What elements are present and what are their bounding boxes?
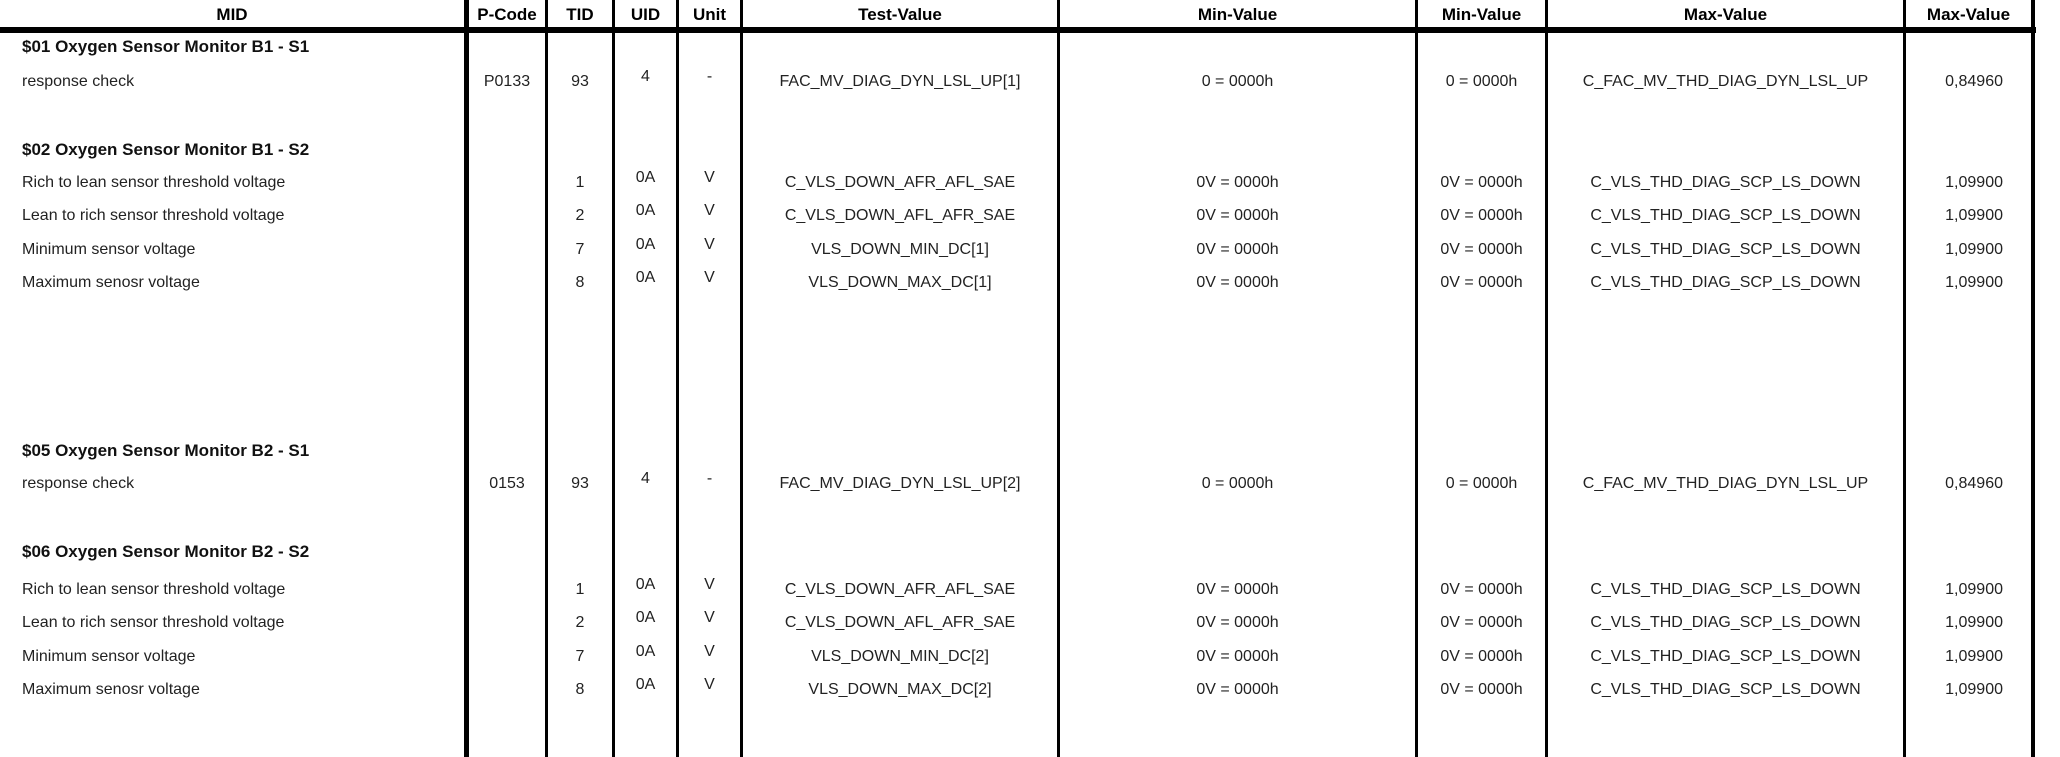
cell-uid: 0A [635, 269, 656, 286]
cell-min1: 0V = 0000h [1196, 241, 1279, 258]
cell-uid: 0A [635, 676, 656, 693]
column-header-6: Min-Value [1197, 5, 1278, 24]
cell-uid: 0A [635, 169, 656, 186]
column-separator [1545, 0, 1548, 757]
cell-min2: 0V = 0000h [1440, 681, 1523, 698]
column-header-2: TID [566, 5, 594, 24]
cell-pcode: P0133 [483, 73, 531, 90]
cell-max2: 1,09900 [1945, 648, 2003, 665]
cell-min1: 0 = 0000h [1201, 475, 1274, 492]
column-header-7: Min-Value [1441, 5, 1522, 24]
cell-max1: C_VLS_THD_DIAG_SCP_LS_DOWN [1590, 174, 1861, 191]
cell-mid: Maximum senosr voltage [22, 681, 200, 698]
cell-max2: 0,84960 [1945, 475, 2003, 492]
cell-uid: 0A [635, 202, 656, 219]
cell-unit: V [704, 643, 715, 660]
cell-test: C_VLS_DOWN_AFL_AFR_SAE [784, 207, 1016, 224]
cell-unit: V [704, 236, 715, 253]
cell-test: VLS_DOWN_MAX_DC[2] [808, 681, 992, 698]
column-separator [1415, 0, 1418, 757]
cell-mid: Lean to rich sensor threshold voltage [22, 207, 285, 224]
cell-max2: 1,09900 [1945, 274, 2003, 291]
cell-max1: C_VLS_THD_DIAG_SCP_LS_DOWN [1590, 274, 1861, 291]
cell-unit: - [706, 470, 713, 487]
column-header-8: Max-Value [1683, 5, 1768, 24]
cell-min1: 0V = 0000h [1196, 648, 1279, 665]
cell-max2: 1,09900 [1945, 174, 2003, 191]
cell-mid: Lean to rich sensor threshold voltage [22, 614, 285, 631]
section-title: $05 Oxygen Sensor Monitor B2 - S1 [22, 441, 310, 460]
cell-min1: 0 = 0000h [1201, 73, 1274, 90]
cell-tid: 1 [575, 174, 585, 191]
cell-max2: 1,09900 [1945, 207, 2003, 224]
cell-uid: 0A [635, 576, 656, 593]
column-header-9: Max-Value [1926, 5, 2011, 24]
column-separator [1903, 0, 1906, 757]
cell-test: VLS_DOWN_MIN_DC[1] [811, 241, 989, 258]
cell-min2: 0V = 0000h [1440, 648, 1523, 665]
cell-max2: 0,84960 [1945, 73, 2003, 90]
cell-max2: 1,09900 [1945, 581, 2003, 598]
column-separator [545, 0, 548, 757]
section-title: $02 Oxygen Sensor Monitor B1 - S2 [22, 140, 310, 159]
cell-max1: C_FAC_MV_THD_DIAG_DYN_LSL_UP [1582, 475, 1869, 492]
cell-min1: 0V = 0000h [1196, 274, 1279, 291]
cell-min2: 0V = 0000h [1440, 614, 1523, 631]
cell-min1: 0V = 0000h [1196, 581, 1279, 598]
cell-min2: 0 = 0000h [1445, 475, 1518, 492]
cell-test: C_VLS_DOWN_AFL_AFR_SAE [784, 614, 1016, 631]
cell-max1: C_VLS_THD_DIAG_SCP_LS_DOWN [1590, 241, 1861, 258]
cell-test: FAC_MV_DIAG_DYN_LSL_UP[1] [779, 73, 1021, 90]
cell-unit: V [704, 202, 715, 219]
cell-min2: 0V = 0000h [1440, 207, 1523, 224]
column-separator [2031, 0, 2035, 757]
cell-min1: 0V = 0000h [1196, 207, 1279, 224]
column-header-4: Unit [692, 5, 727, 24]
cell-unit: V [704, 269, 715, 286]
cell-uid: 0A [635, 643, 656, 660]
cell-min2: 0V = 0000h [1440, 174, 1523, 191]
cell-unit: V [704, 609, 715, 626]
cell-min2: 0V = 0000h [1440, 241, 1523, 258]
column-separator [1057, 0, 1060, 757]
cell-uid: 4 [641, 470, 650, 487]
cell-test: C_VLS_DOWN_AFR_AFL_SAE [784, 174, 1016, 191]
cell-mid: Minimum sensor voltage [22, 241, 196, 258]
cell-tid: 93 [571, 73, 589, 90]
cell-min2: 0V = 0000h [1440, 274, 1523, 291]
section-title: $01 Oxygen Sensor Monitor B1 - S1 [22, 37, 310, 56]
cell-unit: - [706, 68, 713, 85]
cell-mid: Rich to lean sensor threshold voltage [22, 581, 286, 598]
column-header-0: MID [216, 5, 248, 24]
cell-min2: 0V = 0000h [1440, 581, 1523, 598]
cell-mid: response check [22, 73, 135, 90]
cell-test: C_VLS_DOWN_AFR_AFL_SAE [784, 581, 1016, 598]
cell-mid: Maximum senosr voltage [22, 274, 200, 291]
cell-uid: 0A [635, 609, 656, 626]
cell-max2: 1,09900 [1945, 614, 2003, 631]
cell-tid: 7 [575, 648, 585, 665]
column-separator [740, 0, 743, 757]
column-header-3: UID [630, 5, 661, 24]
cell-max2: 1,09900 [1945, 681, 2003, 698]
cell-tid: 2 [575, 207, 585, 224]
cell-mid: response check [22, 475, 135, 492]
header-rule [0, 27, 2036, 33]
column-separator [464, 0, 469, 757]
cell-tid: 93 [571, 475, 589, 492]
cell-mid: Minimum sensor voltage [22, 648, 196, 665]
cell-tid: 2 [575, 614, 585, 631]
column-header-1: P-Code [477, 5, 537, 24]
cell-max1: C_VLS_THD_DIAG_SCP_LS_DOWN [1590, 681, 1861, 698]
cell-uid: 4 [641, 68, 650, 85]
cell-pcode: 0153 [489, 475, 525, 492]
cell-unit: V [704, 169, 715, 186]
cell-unit: V [704, 576, 715, 593]
cell-max1: C_VLS_THD_DIAG_SCP_LS_DOWN [1590, 614, 1861, 631]
column-header-5: Test-Value [858, 5, 942, 24]
cell-unit: V [704, 676, 715, 693]
cell-min1: 0V = 0000h [1196, 681, 1279, 698]
cell-max2: 1,09900 [1945, 241, 2003, 258]
cell-max1: C_FAC_MV_THD_DIAG_DYN_LSL_UP [1582, 73, 1869, 90]
cell-min1: 0V = 0000h [1196, 614, 1279, 631]
cell-test: VLS_DOWN_MIN_DC[2] [811, 648, 989, 665]
cell-tid: 8 [575, 681, 585, 698]
cell-tid: 7 [575, 241, 585, 258]
cell-max1: C_VLS_THD_DIAG_SCP_LS_DOWN [1590, 648, 1861, 665]
cell-uid: 0A [635, 236, 656, 253]
cell-test: VLS_DOWN_MAX_DC[1] [808, 274, 992, 291]
cell-test: FAC_MV_DIAG_DYN_LSL_UP[2] [779, 475, 1021, 492]
cell-tid: 1 [575, 581, 585, 598]
section-title: $06 Oxygen Sensor Monitor B2 - S2 [22, 542, 310, 561]
cell-max1: C_VLS_THD_DIAG_SCP_LS_DOWN [1590, 207, 1861, 224]
cell-tid: 8 [575, 274, 585, 291]
cell-max1: C_VLS_THD_DIAG_SCP_LS_DOWN [1590, 581, 1861, 598]
cell-mid: Rich to lean sensor threshold voltage [22, 174, 286, 191]
cell-min2: 0 = 0000h [1445, 73, 1518, 90]
cell-min1: 0V = 0000h [1196, 174, 1279, 191]
